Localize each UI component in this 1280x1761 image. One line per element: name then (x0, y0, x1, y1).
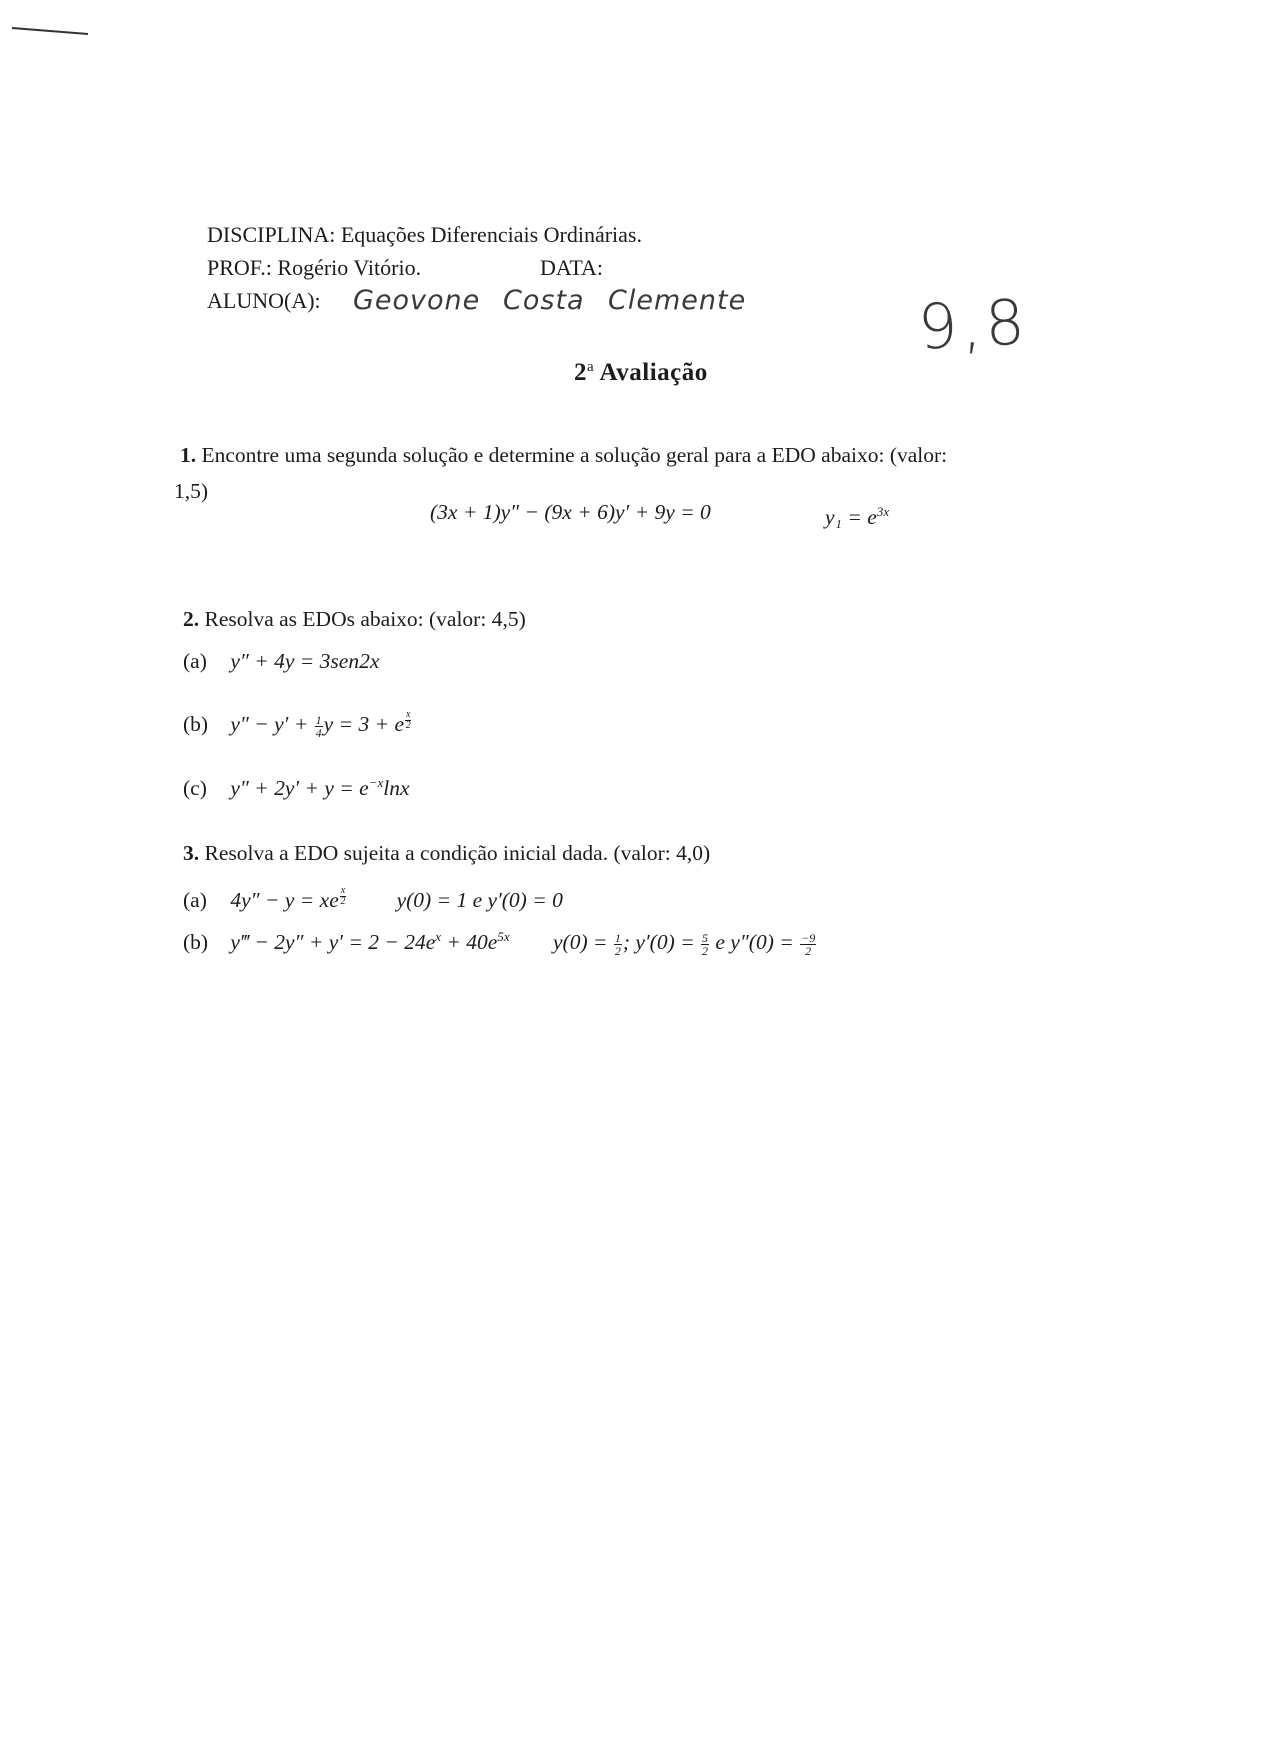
eq-part: y″ + 2y′ + y = e (230, 776, 369, 800)
aluno-line (207, 284, 747, 317)
question-3-number: 3. (183, 841, 200, 865)
aluno-label: ALUNO(A): (207, 288, 321, 313)
question-3b (183, 922, 817, 957)
frac-denominator: 2 (702, 943, 708, 958)
title-text: Avaliação (599, 359, 708, 386)
item-label: (b) (183, 712, 209, 736)
cond-part: y(0) = (553, 930, 613, 954)
question-1-stem (180, 440, 947, 470)
question-3a (183, 880, 563, 915)
scan-artifact-mark (12, 26, 88, 36)
exam-header (207, 218, 747, 317)
frac-denominator: 2 (614, 943, 621, 958)
question-2b (183, 704, 412, 739)
disciplina-line (207, 218, 642, 251)
exponent: 5x (497, 929, 510, 944)
handwritten-grade: 9,8 (916, 285, 1031, 364)
question-3a-conditions: y(0) = 1 e y′(0) = 0 (396, 888, 563, 912)
eq-part: 4y″ − y = xe (230, 888, 339, 912)
aluno-handwritten-last: Clemente (608, 285, 747, 316)
question-2-number: 2. (183, 607, 200, 631)
question-3b-conditions (553, 930, 817, 958)
data-label: DATA: (540, 255, 604, 280)
prof-label: PROF.: (207, 255, 272, 280)
given-solution-exponent: 3x (876, 504, 890, 519)
fraction (701, 932, 709, 957)
question-3-stem-text: Resolva a EDO sujeita a condição inicial dada. (valor: 4,0) (204, 841, 711, 865)
question-3a-equation (230, 884, 347, 912)
question-2b-equation (230, 708, 412, 740)
question-2a (183, 646, 379, 676)
question-2-stem-text: Resolva as EDOs abaixo: (valor: 4,5) (204, 607, 526, 631)
question-1-stem-line2: 1,5) (174, 479, 209, 503)
eq-part: y‴ − 2y″ + y′ = 2 − 24e (230, 930, 436, 954)
question-2c (183, 768, 410, 803)
exp-numerator: x (340, 884, 346, 896)
question-3-stem (183, 838, 710, 868)
eq-part: + 40e (441, 930, 498, 954)
given-solution-base: y₁ = e (825, 505, 877, 529)
question-2a-equation: y″ + 4y = 3sen2x (230, 649, 380, 673)
question-2c-equation (230, 776, 409, 800)
question-2-stem (183, 604, 526, 634)
item-label: (a) (183, 649, 207, 673)
eq-tail: lnx (383, 776, 410, 800)
item-label: (b) (183, 930, 209, 954)
prof-value: Rogério Vitório. (277, 255, 422, 280)
question-1-number: 1. (180, 443, 197, 467)
frac-denominator: 4 (315, 725, 322, 740)
cond-part: ; y′(0) = (622, 930, 700, 954)
title-number: 2 (574, 359, 587, 386)
question-1-stem-line1: Encontre uma segunda solução e determine a solução geral para a EDO abaixo: (valor: (201, 443, 948, 467)
exponent: −x (368, 775, 384, 790)
exponent (404, 708, 412, 731)
question-3b-equation (230, 930, 509, 954)
exam-title (574, 359, 708, 387)
frac-numerator: −9 (801, 930, 816, 945)
disciplina-value: Equações Diferenciais Ordinárias. (340, 222, 642, 247)
exponent: x (435, 929, 442, 944)
item-label: (a) (183, 888, 207, 912)
cond-part: e y″(0) = (710, 930, 800, 954)
frac-numerator: 1 (315, 712, 322, 727)
disciplina-label: DISCIPLINA: (207, 222, 336, 247)
eq-part: y = 3 + e (323, 712, 404, 736)
eq-part: y″ − y′ + (230, 712, 314, 736)
fraction (800, 932, 816, 957)
exp-denominator: 2 (405, 719, 411, 731)
frac-denominator: 2 (805, 943, 812, 958)
item-label: (c) (183, 776, 207, 800)
question-1-equation: (3x + 1)y″ − (9x + 6)y′ + 9y = 0 (430, 500, 711, 524)
fraction (315, 714, 323, 739)
prof-line (207, 251, 642, 284)
aluno-handwritten-first: Geovone (353, 285, 481, 316)
title-superscript: a (587, 359, 595, 375)
fraction (614, 932, 622, 957)
exponent (339, 884, 347, 907)
exp-numerator: x (406, 708, 411, 720)
question-1-given-solution (825, 497, 889, 532)
exp-denominator: 2 (340, 895, 346, 907)
aluno-handwritten-middle: Costa (503, 285, 585, 316)
frac-numerator: 1 (614, 930, 621, 945)
frac-numerator: 5 (702, 930, 708, 945)
